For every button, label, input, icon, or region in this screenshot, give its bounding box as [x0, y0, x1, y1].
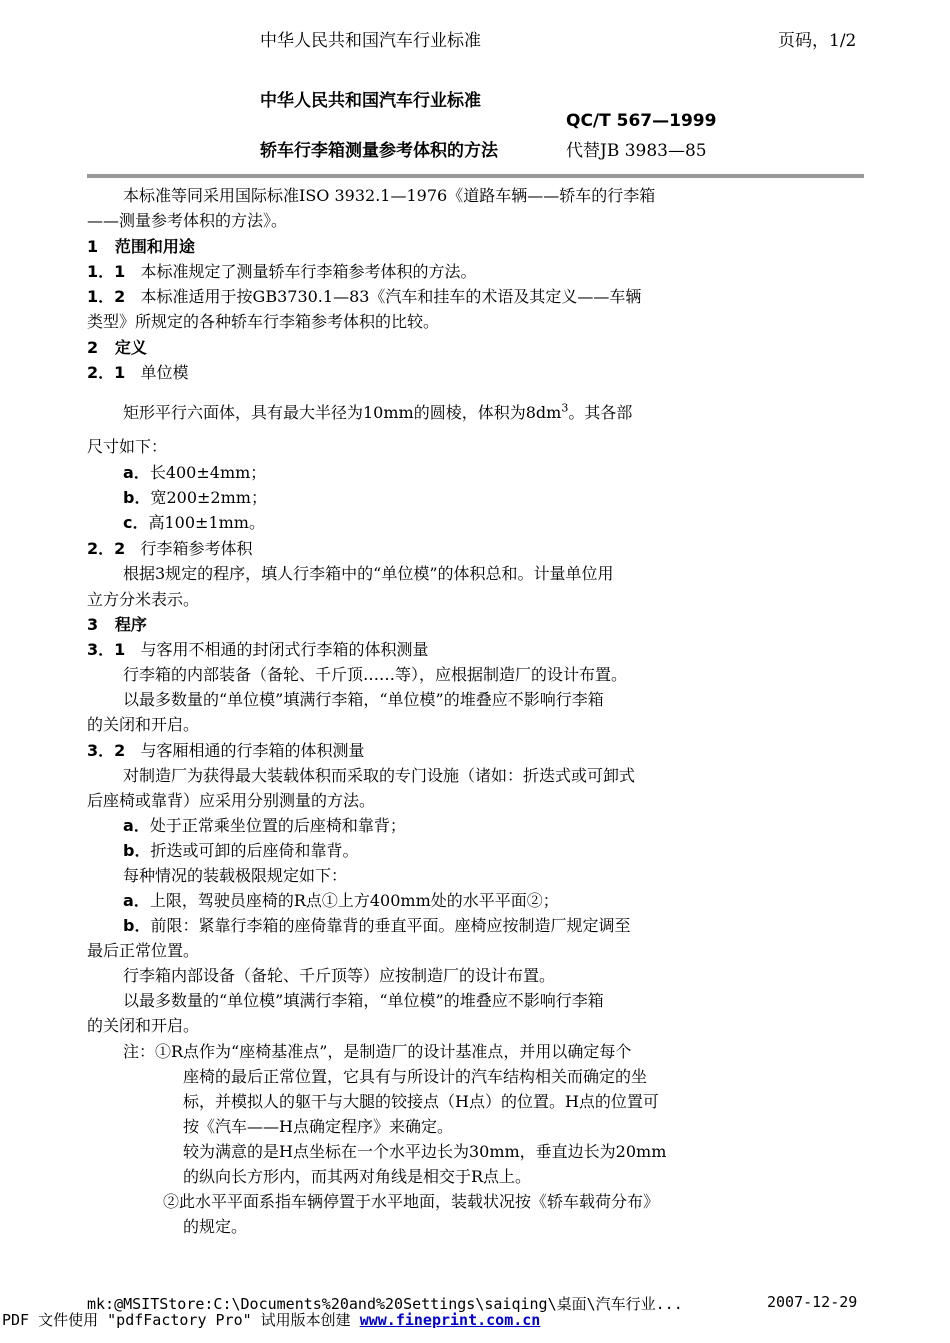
header-rule [87, 174, 864, 178]
clause-1-2-cont: 类型》所规定的各种轿车行李箱参考体积的比较。 [87, 312, 440, 331]
clause-3-2-para-6: 的关闭和开启。 [87, 1016, 200, 1035]
clause-3-2-para-3: 每种情况的装载极限规定如下： [123, 866, 348, 885]
clause-2-2-para-cont: 立方分米表示。 [87, 590, 200, 609]
section-3-heading: 3 程序 [87, 615, 147, 634]
clause-3-2-para-2: 后座椅或靠背）应采用分别测量的方法。 [87, 791, 376, 810]
intro-line-2: ——测量参考体积的方法》。 [87, 211, 288, 230]
standard-org: 中华人民共和国汽车行业标准 [260, 91, 481, 111]
clause-3-1-para-2: 以最多数量的“单位模”填满行李箱，“单位模”的堆叠应不影响行李箱 [123, 690, 604, 709]
clause-2-1: 2．1 单位模 [87, 363, 189, 382]
clause-3-2: 3．2 与客厢相通的行李箱的体积测量 [87, 741, 365, 760]
clause-3-2-limit-b-cont: 最后正常位置。 [87, 941, 200, 960]
list-item-c: c．高100±1mm。 [123, 513, 265, 532]
note-line-4: 按《汽车——H点确定程序》来确定。 [183, 1117, 453, 1136]
clause-3-1-para-3: 的关闭和开启。 [87, 715, 200, 734]
note-line-3: 标，并模拟人的躯干与大腿的铰接点（H点）的位置。H点的位置可 [183, 1092, 659, 1111]
clause-3-2-para-4: 行李箱内部设备（备轮、千斤顶等）应按制造厂的设计布置。 [123, 966, 556, 985]
clause-2-2: 2．2 行李箱参考体积 [87, 539, 253, 558]
clause-3-2-para-5: 以最多数量的“单位模”填满行李箱，“单位模”的堆叠应不影响行李箱 [123, 991, 604, 1010]
standard-code: QC/T 567—1999 [566, 111, 717, 131]
page-number: 页码，1/2 [778, 31, 857, 51]
note-line-2: 座椅的最后正常位置，它具有与所设计的汽车结构相关而确定的坐 [183, 1067, 648, 1086]
intro-line-1: 本标准等同采用国际标准ISO 3932.1—1976《道路车辆——轿车的行李箱 [123, 186, 656, 205]
note-line-7: ②此水平平面系指车辆停置于水平地面，装载状况按《轿车载荷分布》 [163, 1192, 660, 1211]
note-line-6: 的纵向长方形内，而其两对角线是相交于R点上。 [183, 1167, 532, 1186]
footer-path: mk:@MSITStore:C:\Documents%20and%20Settings\saiqing\桌面\汽车行业... [87, 1295, 683, 1313]
replaces-standard: 代替JB 3983—85 [566, 141, 707, 161]
footer-date: 2007-12-29 [767, 1293, 858, 1311]
note-line-1: 注：①R点作为“座椅基准点”，是制造厂的设计基准点，并用以确定每个 [123, 1042, 632, 1061]
clause-2-2-para: 根据3规定的程序，填人行李箱中的“单位模”的体积总和。计量单位用 [123, 564, 614, 583]
clause-3-2-limit-b: b．前限：紧靠行李箱的座倚靠背的垂直平面。座椅应按制造厂规定调至 [123, 916, 631, 935]
clause-1-2: 1．2 本标准适用于按GB3730.1—83《汽车和挂车的术语及其定义——车辆 [87, 287, 642, 306]
clause-3-2-limit-a: a．上限，驾驶员座椅的R点①上方400mm处的水平平面②； [123, 891, 559, 910]
list-item-a: a．长400±4mm； [123, 463, 267, 482]
list-item-b: b．宽200±2mm； [123, 488, 267, 507]
clause-3-1-para-1: 行李箱的内部装备（备轮、千斤顶……等），应根据制造厂的设计布置。 [123, 665, 628, 684]
standard-name: 轿车行李箱测量参考体积的方法 [260, 141, 498, 161]
clause-1-1: 1．1 本标准规定了测量轿车行李箱参考体积的方法。 [87, 262, 477, 281]
clause-2-1-para: 矩形平行六面体，具有最大半径为10mm的圆棱，体积为$8dm^3$。其各部 [123, 401, 633, 422]
note-line-5: 较为满意的是H点坐标在一个水平边长为30mm，垂直边长为20mm [183, 1142, 667, 1161]
clause-2-1-para-cont: 尺寸如下： [87, 437, 168, 456]
fineprint-link[interactable]: www.fineprint.com.cn [359, 1311, 541, 1329]
pdf-watermark [2, 1309, 540, 1330]
pdf-watermark-text: PDF 文件使用 "pdfFactory Pro" 试用版本创建 [2, 1311, 351, 1329]
clause-3-1: 3．1 与客用不相通的封闭式行李箱的体积测量 [87, 640, 429, 659]
note-line-8: 的规定。 [183, 1217, 248, 1236]
section-2-heading: 2 定义 [87, 338, 147, 357]
clause-3-2-item-a: a．处于正常乘坐位置的后座椅和靠背； [123, 816, 406, 835]
clause-3-2-para-1: 对制造厂为获得最大装载体积而采取的专门设施（诸如：折迭式或可卸式 [123, 766, 636, 785]
running-header-title: 中华人民共和国汽车行业标准 [260, 31, 481, 51]
clause-3-2-item-b: b．折迭或可卸的后座倚和靠背。 [123, 841, 359, 860]
section-1-heading: 1 范围和用途 [87, 237, 195, 256]
